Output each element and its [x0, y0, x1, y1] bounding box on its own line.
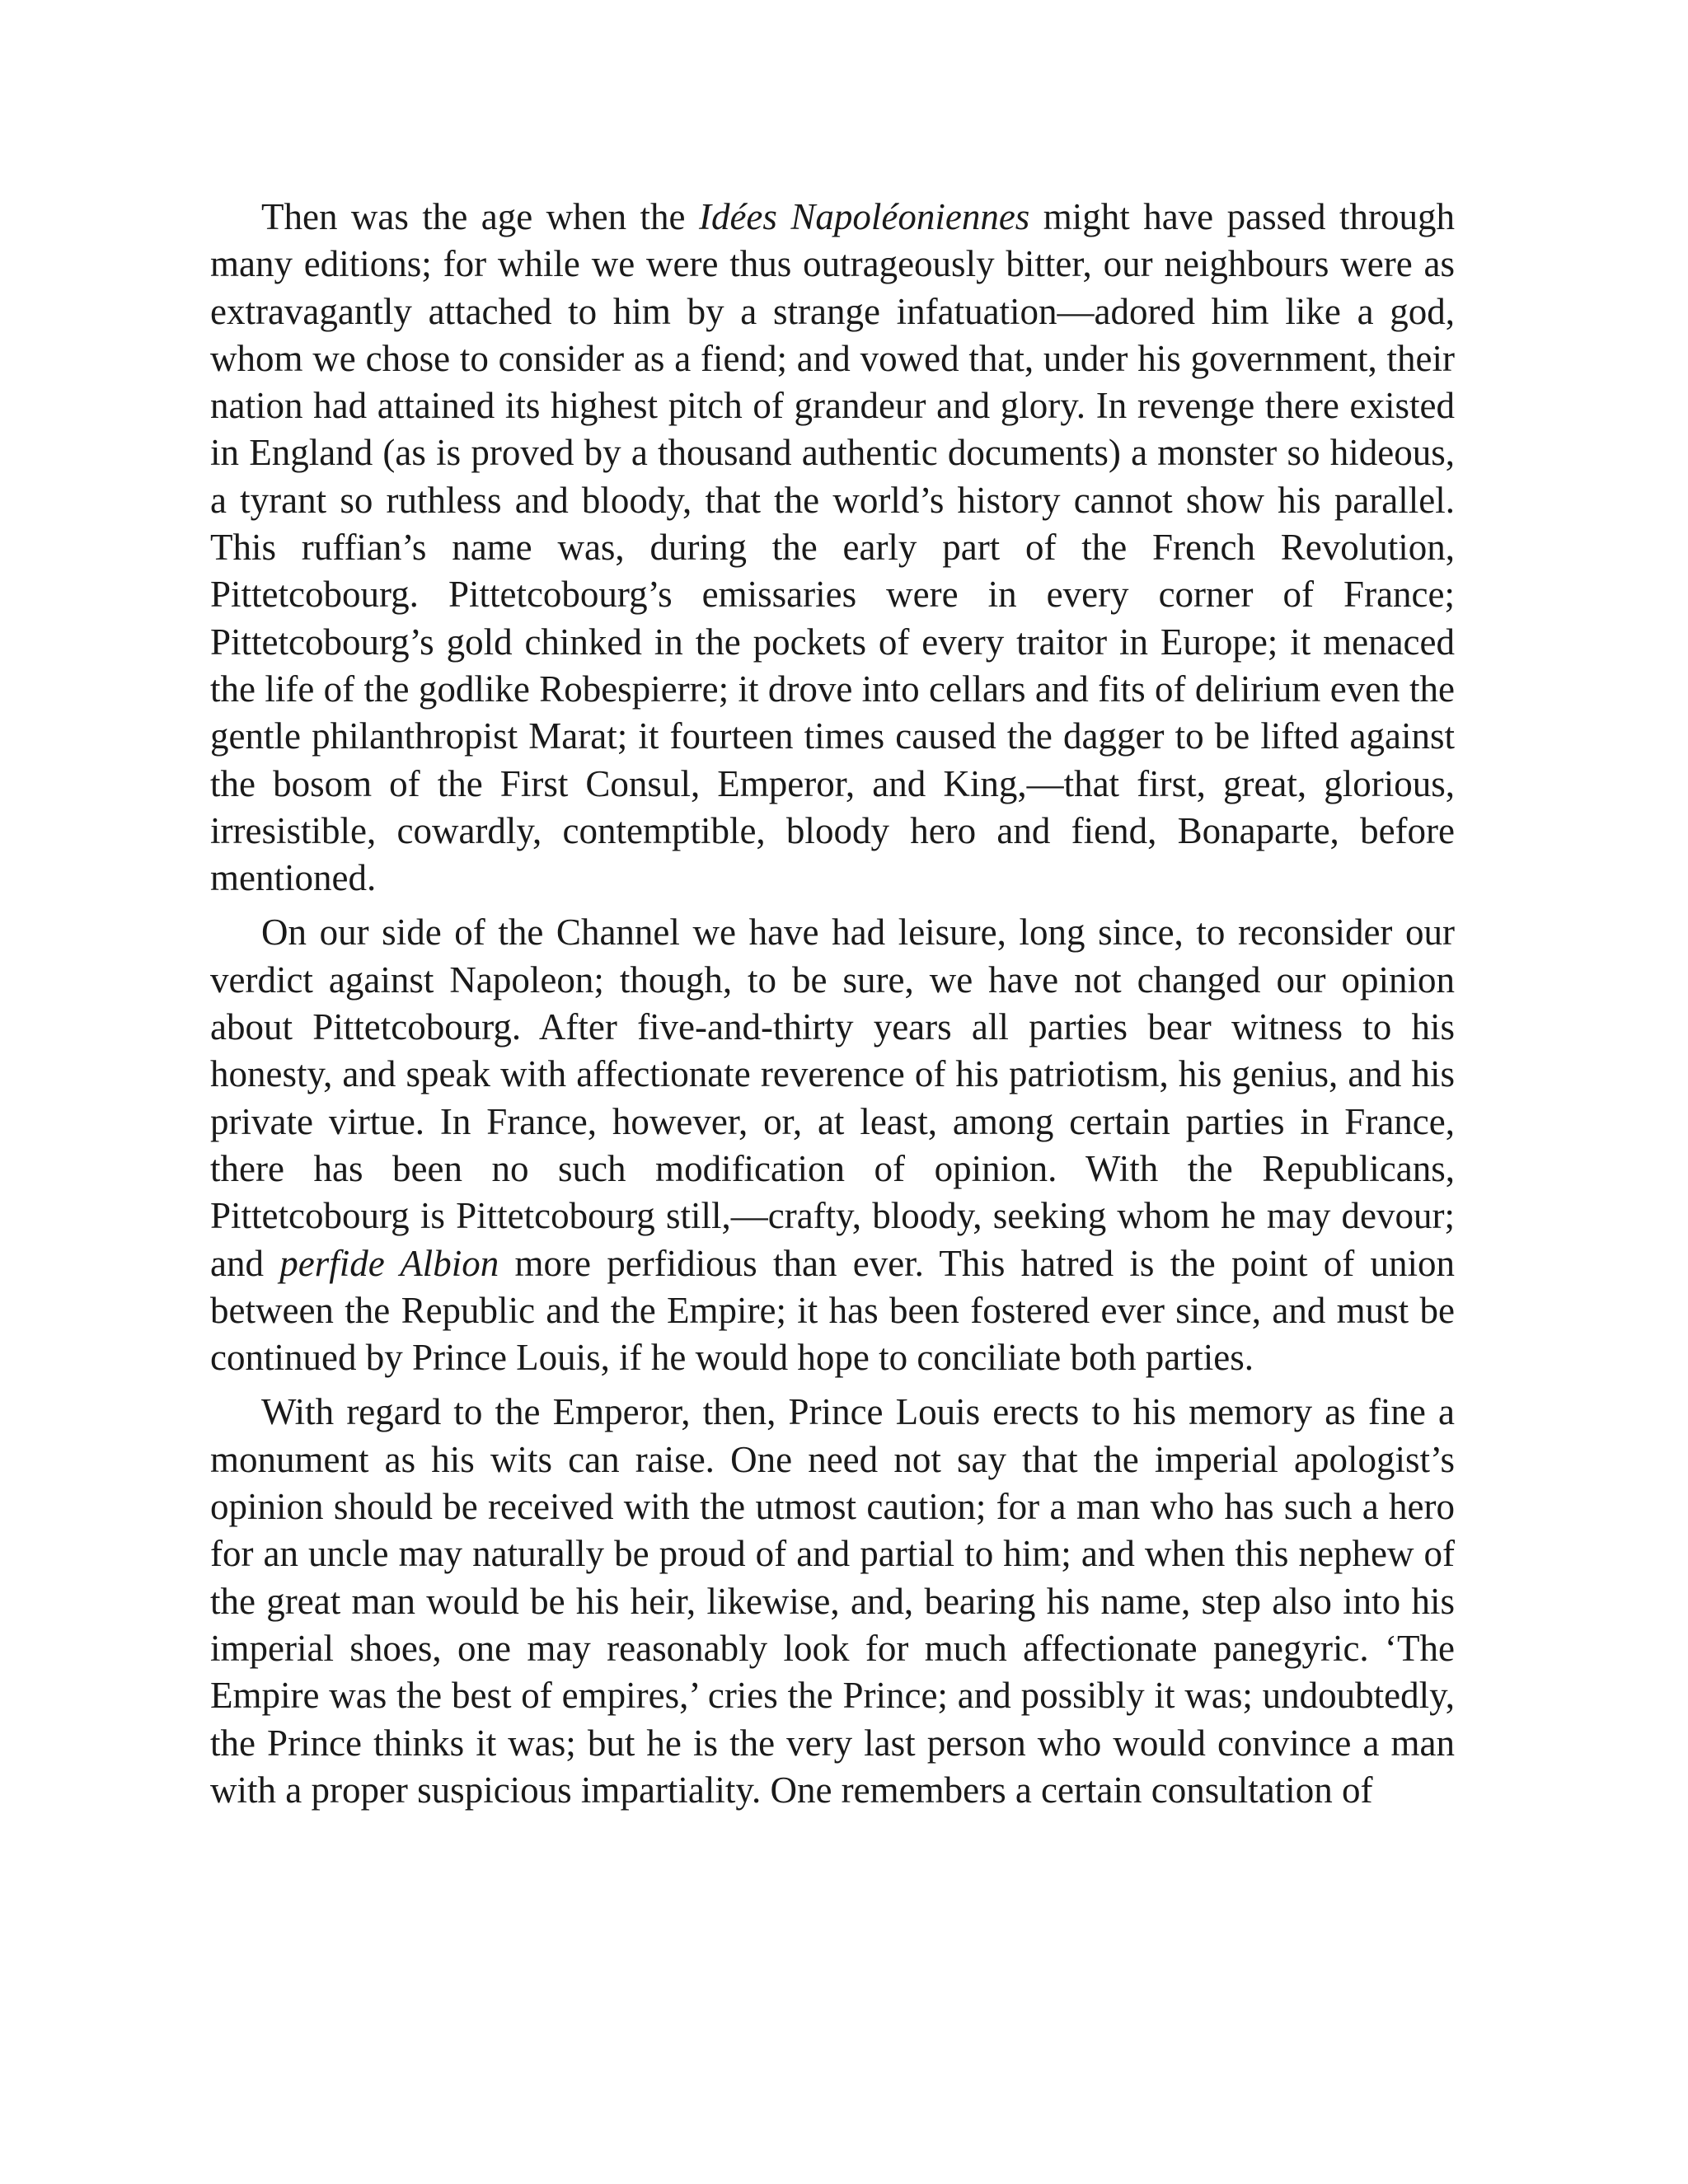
italic-phrase-perfide-albion: perfide Albion: [279, 1242, 499, 1284]
paragraph-2-text: On our side of the Channel we have had leisure, long since, to reconsider our verdict against Napoleon; though, to be sure, we have not changed our opinion about Pittetcobourg. After five-and-thirty years all parties bear witness to his honesty, and speak with affectionate reverence of his patriotism, his genius, and his private virtue. In France, however, or, at least, among certain parties in France, there has been no such modification of opinion. With the Republicans, Pittetcobourg is Pittetcobourg still,—crafty, bloody, seeking whom he may devour; and: [210, 912, 1455, 1284]
paragraph-1-text: Then was the age when the: [261, 196, 699, 237]
paragraph-1: [210, 194, 1455, 902]
paragraph-3: [210, 1389, 1455, 1814]
paragraph-1-text-cont: might have passed through many editions; for while we were thus outrageously bitter, our neighbours were as extravagantly attached to him by a strange infatuation—adored him like a god, whom we chose to consider as a fiend; and vowed that, under his government, their nation had attained its highest pitch of grandeur and glory. In revenge there existed in England (as is proved by a thousand authentic documents) a monster so hideous, a tyrant so ruthless and bloody, that the world’s history cannot show his parallel. This ruffian’s name was, during the early part of the French Revolution, Pittetcobourg. Pittetcobourg’s emissaries were in every corner of France; Pittetcobourg’s gold chinked in the pockets of every traitor in Europe; it menaced the life of the godlike Robespierre; it drove into cellars and fits of delirium even the gentle philanthropist Marat; it fourteen times caused the dagger to be lifted against the bosom of the First Consul, Emperor, and King,—that first, great, glorious, irresistible, cowardly, contemptible, bloody hero and fiend, Bonaparte, before mentioned.: [210, 196, 1455, 899]
page-text: [210, 194, 1455, 1814]
italic-title-idees-napoleoniennes: Idées Napoléoniennes: [698, 196, 1030, 237]
paragraph-2: [210, 909, 1455, 1381]
paragraph-3-text: With regard to the Emperor, then, Prince Louis erects to his memory as fine a monument as his wits can raise. One need not say that the imperial apologist’s opinion should be received with the utmost caution; for a man who has such a hero for an uncle may naturally be proud of and partial to him; and when this nephew of the great man would be his heir, likewise, and, bearing his name, step also into his imperial shoes, one may reasonably look for much affectionate panegyric. ‘The Empire was the best of empires,’ cries the Prince; and possibly it was; undoubtedly, the Prince thinks it was; but he is the very last person who would convince a man with a proper suspicious impartiality. One remembers a certain consultation of: [210, 1391, 1455, 1811]
paragraph-2-text-cont: more perfidious than ever. This hatred is the point of union between the Republic and the Empire; it has been fostered ever since, and must be continued by Prince Louis, if he would hope to conciliate both parties.: [210, 1242, 1455, 1379]
